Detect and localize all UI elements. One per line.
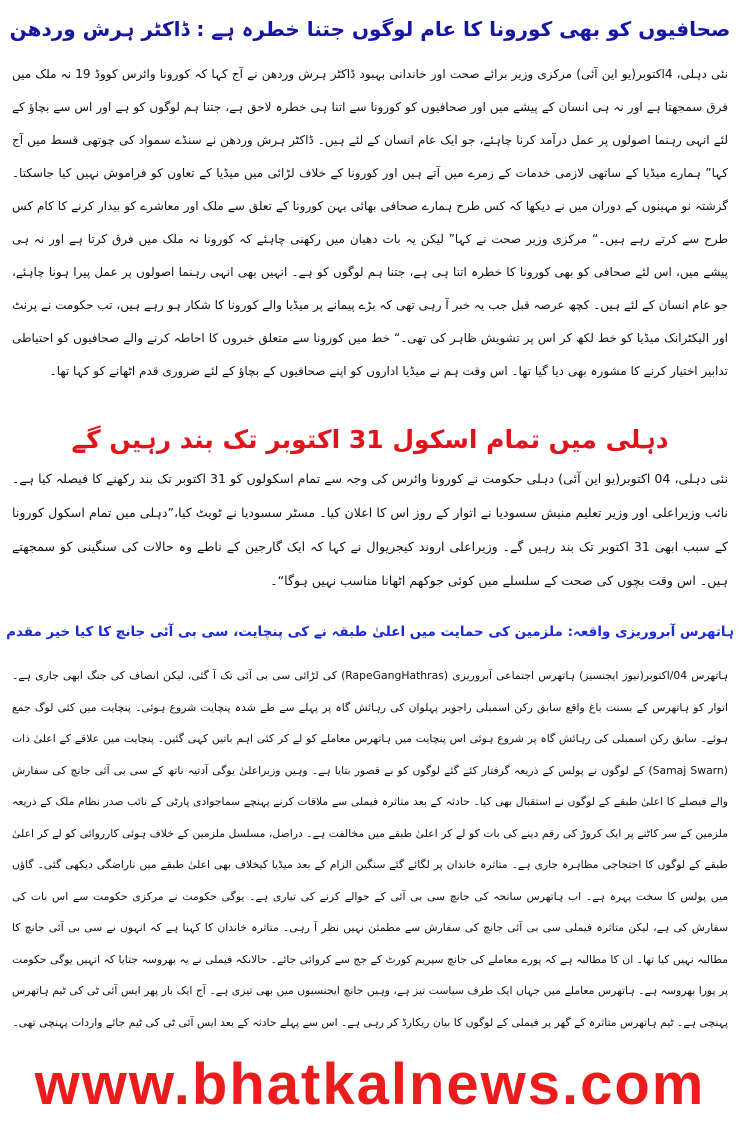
headline-delhi-schools: دہلی میں تمام اسکول 31 اکتوبر تک بند رہیں گے xyxy=(71,425,669,454)
article-journalists-corona xyxy=(12,58,728,410)
article-text: ہاتھرس 04/اکتوبر(نیوز ایجنسیز) ہاتھرس اجتماعی آبروریزی (RapeGangHathras) کی لڑائی سی بی آئی تک آ گئی، لیکن انصاف کی جنگ ابھی جاری ہے۔ اتوار کو ہاتھرس کے بسنت باغ واقع سابق رکن اسمبلی راجویر پہلوان کی رہائش گاہ پر پہلے سے طے شدہ پنچایت شروع ہوئی۔ پنچایت میں کئی لوگ جمع ہوئے۔ سابق رکن اسمبلی کی رہائش گاہ پر شروع ہوئی اس پنچایت میں ہاتھرس معاملے کو لے کر کئی اہم باتیں کہی گئیں۔ پنچایت میں علاقے کے اعلیٰ ذات (Samaj Swarn) کے لوگوں نے پولس کے ذریعہ گرفتار کئے گئے لوگوں کو بے قصور بتایا ہے۔ وہیں وزیراعلیٰ یوگی آدتیہ ناتھ کے سی بی آئی جانچ کی سفارش والے فیصلے کا اعلیٰ طبقے کے لوگوں نے استقبال بھی کیا۔ حادثہ کے بعد متاثرہ فیملی سے ملاقات کرنے پہنچے سماجوادی پارٹی کے نائب صدر نظام ملک کے ذریعہ ملزمین کے سر کاٹنے پر ایک کروڑ کی رقم دینے کی بات کو لے کر اعلیٰ طبقے میں مخالفت ہے۔ دراصل، مسلسل ملزمین کے خلاف ہوئی کارروائی کو لے کر اعلیٰ طبقے کے لوگوں کا احتجاجی مظاہرہ جاری ہے۔ متاثرہ خاندان پر لگائے گئے سنگین الزام کے بعد میڈیا کیخلاف بھی اعلیٰ طبقے میں ناراضگی دیکھی گئی۔ گاؤں میں پولس کا سخت پہرہ ہے۔ اب ہاتھرس سانحہ کی جانچ سی بی آئی کے حوالے کرنے کی تیاری ہے۔ یوگی حکومت نے مرکزی حکومت سے اس بات کی سفارش کی ہے، لیکن متاثرہ فیملی سی بی آئی جانچ کی سفارش سے مطمئن نہیں نظر آ رہی۔ متاثرہ خاندان کا کہنا ہے کہ انہوں نے سی بی آئی جانچ کا مطالبہ نہیں کیا تھا۔ ان کا مطالبہ ہے کہ پورے معاملے کی جانچ سپریم کورٹ کے جج سے کروائی جائے۔ حالانکہ فیملی نے یہ بھروسہ جتایا کہ انہیں یوگی حکومت پر پورا بھروسہ ہے۔ ہاتھرس معاملے میں جہاں ایک طرف سیاست تیز ہے، وہیں جانچ ایجنسیوں میں بھی تیزی ہے۔ آج ایک بار پھر ایس آئی ٹی کی ٹیم ہاتھرس پہنچی ہے۔ ٹیم ہاتھرس متاثرہ کے گھر پر فیملی کے لوگوں کا بیان ریکارڈ کر رہی ہے۔ اس سے پہلے حادثہ کے بعد ایس آئی ٹی کی ٹیم جائے واردات پہنچی تھی۔ xyxy=(12,669,728,1029)
article-text: نئی دہلی، 4اکتوبر(یو این آئی) مرکزی وزیر برائے صحت اور خاندانی بہبود ڈاکٹر ہرش وردھن نے آج کہا کہ کورونا وائرس کووڈ 19 نہ ملک میں فرق سمجھتا ہے اور نہ ہی انسان کے پیشے میں اور صحافیوں کو کورونا سے اتنا ہی خطرہ لاحق ہے، جتنا ہم لوگوں کو ہے اور اس سے بچاؤ کے لئے انہی رہنما اصولوں پر عمل درآمد کرنا چاہئے، جو ایک عام انسان کے لئے ہیں۔ ڈاکٹر ہرش وردھن نے سنڈے سمواد کی چوتھی قسط میں آج کہا” ہمارے میڈیا کے ساتھی لازمی خدمات کے زمرے میں آتے ہیں اور کورونا کے خلاف لڑائی میں میڈیا کے تعاون کو فراموش نہیں کیا جاسکتا۔ گزشتہ نو مہینوں کے دوران میں نے دیکھا کہ کس طرح ہمارے صحافی بھائی بہن کورونا کے تعلق سے ملک اور معاشرے کو بیدار کرنے کا کام کس طرح سے کرتے رہے ہیں۔“ مرکزی وزیر صحت نے کہا” لیکن یہ بات دھیان میں رکھنی چاہئے کہ کورونا نہ ملک میں فرق کرتا ہے اور نہ ہی پیشے میں، اس لئے صحافی کو بھی کورونا کا خطرہ اتنا ہی ہے، جتنا ہم لوگوں کو ہے۔ انہیں بھی انہی رہنما اصولوں پر عمل پیرا ہونا چاہئے، جو عام انسان کے لئے ہیں۔ کچھ عرصہ قبل جب یہ خبر آ رہی تھی کہ بڑے پیمانے پر میڈیا والے کورونا کا شکار ہو رہے ہیں، تب حکومت نے پرنٹ اور الیکٹرانک میڈیا کو خط لکھ کر اس پر تشویش ظاہر کی تھی۔“ خط میں کورونا سے متعلق خبروں کا احاطہ کرنے والے صحافیوں کو احتیاطی تدابیر اختیار کرنے کا مشورہ بھی دیا گیا تھا۔ اس وقت ہم نے میڈیا اداروں کو اپنے صحافیوں کے بچاؤ کے لئے ضروری قدم اٹھانے کو کہا تھا۔ xyxy=(12,67,728,378)
article-delhi-schools xyxy=(12,462,728,604)
headline-hathras-case: ہاتھرس آبروریزی واقعہ: ملزمین کی حمایت میں اعلیٰ طبقہ نے کی پنچایت، سی بی آئی جانچ کا کیا خیر مقدم xyxy=(6,624,734,640)
article-text: نئی دہلی، 04 اکتوبر(یو این آئی) دہلی حکومت نے کورونا وائرس کی وجہ سے تمام اسکولوں کو 31 اکتوبر تک بند رکھنے کا فیصلہ کیا ہے۔ نائب وزیراعلی اور وزیر تعلیم منیش سسودیا نے اتوار کے روز اس کا اعلان کیا۔ مسٹر سسودیا نے ٹویٹ کیا،”دہلی میں تمام اسکول کورونا کے سبب ابھی 31 اکتوبر تک بند رہیں گے۔ وزیراعلی اروند کیجریوال نے کہا کہ ایک گارجین کے ناطے وہ حالات کی سنگینی کو سمجھتے ہیں۔ اس وقت بچوں کی صحت کے سلسلے میں کوئی جوکھم اٹھانا مناسب نہیں ہوگا“۔ xyxy=(12,471,728,588)
headline-journalists-corona: صحافیوں کو بھی کورونا کا عام لوگوں جتنا خطرہ ہے : ڈاکٹر ہرش وردھن xyxy=(9,17,731,41)
site-url-footer: www.bhatkalnews.com xyxy=(34,1052,706,1117)
article-hathras-case xyxy=(12,660,728,1038)
